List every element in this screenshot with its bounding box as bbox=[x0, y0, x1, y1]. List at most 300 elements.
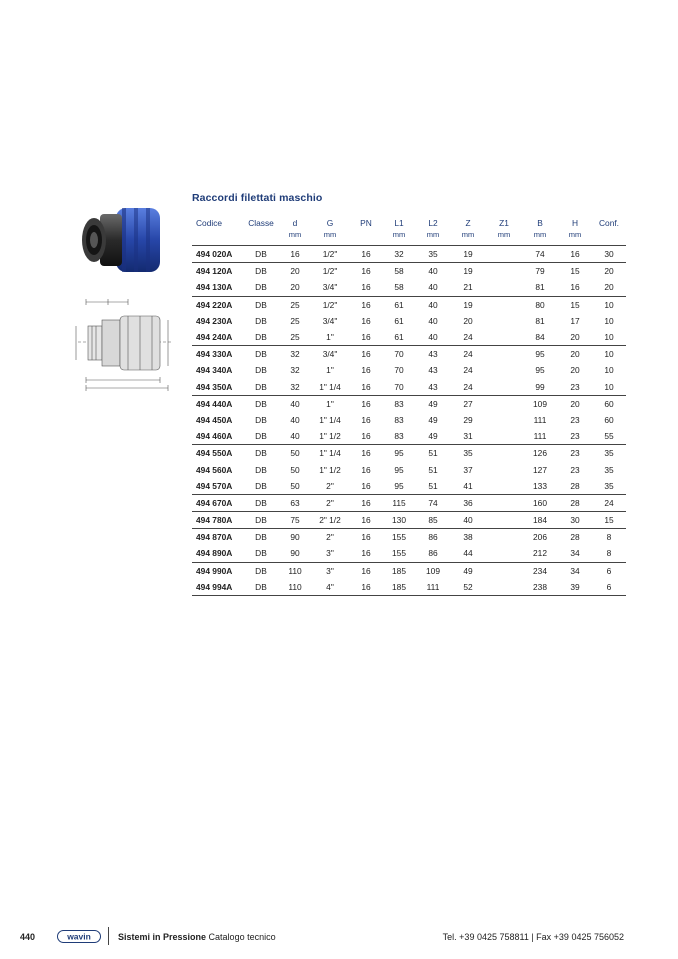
table-cell: DB bbox=[242, 478, 280, 495]
table-cell: 70 bbox=[394, 365, 404, 376]
fitting-section-drawing-icon bbox=[68, 296, 183, 394]
table-cell: DB bbox=[242, 494, 280, 511]
table-cell: DB bbox=[255, 299, 267, 310]
table-row bbox=[192, 362, 626, 378]
table-cell: 40 bbox=[428, 299, 438, 310]
table-cell: 61 bbox=[394, 315, 404, 326]
table-cell: 1/2" bbox=[322, 299, 338, 310]
table-cell: DB bbox=[242, 379, 280, 396]
column-header bbox=[558, 218, 592, 246]
table-cell: 20 bbox=[604, 266, 614, 277]
table-cell: 81 bbox=[535, 315, 545, 326]
table-cell: 111 bbox=[522, 428, 558, 445]
column-header bbox=[310, 218, 350, 246]
table-cell: 16 bbox=[350, 428, 382, 445]
table-cell: 27 bbox=[463, 398, 473, 409]
table-cell: 126 bbox=[533, 448, 547, 459]
table-cell: 16 bbox=[361, 315, 371, 326]
table-cell: 58 bbox=[394, 266, 404, 277]
table-cell: 85 bbox=[416, 512, 450, 529]
table-cell: 16 bbox=[361, 464, 371, 475]
table-cell: 20 bbox=[290, 266, 300, 277]
product-code-cell: 494 240A bbox=[192, 329, 242, 346]
table-cell: 111 bbox=[533, 414, 547, 425]
section-title: Raccordi filettati maschio bbox=[192, 192, 323, 204]
table-cell: 38 bbox=[463, 532, 473, 543]
column-label: d bbox=[292, 218, 298, 228]
table-cell: 23 bbox=[558, 428, 592, 445]
table-cell: 16 bbox=[361, 398, 371, 409]
table-cell: 16 bbox=[361, 565, 371, 576]
table-cell: 32 bbox=[382, 246, 416, 263]
table-cell bbox=[486, 296, 522, 313]
table-cell: 16 bbox=[350, 379, 382, 396]
table-cell: 41 bbox=[450, 478, 486, 495]
table-cell: 1" 1/4 bbox=[319, 414, 341, 425]
table-cell: DB bbox=[255, 315, 267, 326]
column-unit: mm bbox=[461, 230, 475, 239]
table-cell: 16 bbox=[361, 365, 371, 376]
table-cell: DB bbox=[255, 464, 267, 475]
table-cell bbox=[486, 246, 522, 263]
table-cell: 28 bbox=[570, 532, 580, 543]
table-cell: 1" 1/4 bbox=[319, 448, 341, 459]
column-header bbox=[592, 218, 626, 246]
table-cell: 28 bbox=[558, 478, 592, 495]
table-cell: 10 bbox=[592, 329, 626, 346]
table-cell: DB bbox=[242, 579, 280, 596]
table-cell: 15 bbox=[592, 512, 626, 529]
column-header bbox=[416, 218, 450, 246]
table-cell: 35 bbox=[463, 448, 473, 459]
table-row bbox=[192, 562, 626, 579]
table-row bbox=[192, 279, 626, 296]
table-cell: 110 bbox=[280, 579, 310, 596]
table-cell: 10 bbox=[604, 299, 614, 310]
column-header bbox=[382, 218, 416, 246]
table-cell: 35 bbox=[416, 246, 450, 263]
table-cell: 3" bbox=[326, 565, 334, 576]
column-label: G bbox=[326, 218, 334, 228]
table-row bbox=[192, 329, 626, 346]
table-row bbox=[192, 545, 626, 562]
table-cell: 60 bbox=[604, 414, 614, 425]
table-cell: 75 bbox=[280, 512, 310, 529]
table-cell: 185 bbox=[382, 579, 416, 596]
table-cell: DB bbox=[242, 512, 280, 529]
table-cell: 111 bbox=[416, 579, 450, 596]
table-cell bbox=[486, 346, 522, 363]
table-cell: 2" 1/2 bbox=[310, 512, 350, 529]
product-code-cell: 494 350A bbox=[192, 379, 242, 396]
table-cell: 40 bbox=[428, 315, 438, 326]
table-cell: 35 bbox=[604, 448, 614, 459]
column-header bbox=[192, 218, 242, 246]
table-cell: DB bbox=[242, 545, 280, 562]
table-cell: 24 bbox=[450, 329, 486, 346]
product-code-cell: 494 994A bbox=[192, 579, 242, 596]
table-cell: 50 bbox=[290, 448, 300, 459]
table-cell: 79 bbox=[535, 266, 545, 277]
table-cell: 51 bbox=[428, 464, 438, 475]
product-code-cell: 494 780A bbox=[192, 512, 242, 529]
table-cell: 39 bbox=[558, 579, 592, 596]
table-cell: DB bbox=[255, 398, 267, 409]
column-label: Classe bbox=[248, 218, 274, 228]
table-cell: 133 bbox=[522, 478, 558, 495]
table-cell: 10 bbox=[604, 315, 614, 326]
table-cell: 1" bbox=[326, 398, 334, 409]
table-cell: 1/2" bbox=[310, 246, 350, 263]
table-cell: 36 bbox=[450, 494, 486, 511]
table-cell: DB bbox=[242, 329, 280, 346]
table-cell: 109 bbox=[426, 565, 440, 576]
table-cell: 10 bbox=[592, 379, 626, 396]
table-cell: 16 bbox=[361, 532, 371, 543]
table-cell: 16 bbox=[350, 545, 382, 562]
table-cell: 29 bbox=[463, 414, 473, 425]
table-cell: DB bbox=[255, 565, 267, 576]
table-cell: 1" 1/4 bbox=[310, 379, 350, 396]
column-unit: mm bbox=[323, 230, 337, 239]
table-row bbox=[192, 412, 626, 428]
table-cell bbox=[486, 313, 522, 329]
column-unit: mm bbox=[497, 230, 511, 239]
table-cell: 51 bbox=[428, 448, 438, 459]
table-cell: 95 bbox=[382, 478, 416, 495]
table-cell: 28 bbox=[558, 494, 592, 511]
table-cell: 40 bbox=[290, 398, 300, 409]
table-cell: 185 bbox=[392, 565, 406, 576]
table-row bbox=[192, 346, 626, 363]
table-cell: 127 bbox=[533, 464, 547, 475]
table-cell: 84 bbox=[522, 329, 558, 346]
table-cell: 32 bbox=[290, 365, 300, 376]
table-row bbox=[192, 512, 626, 529]
table-cell: 25 bbox=[290, 315, 300, 326]
table-cell: 43 bbox=[416, 379, 450, 396]
table-cell: 40 bbox=[280, 428, 310, 445]
table-cell: 16 bbox=[361, 414, 371, 425]
table-cell: 20 bbox=[570, 365, 580, 376]
table-cell: 3/4" bbox=[322, 349, 338, 360]
table-cell: 44 bbox=[450, 545, 486, 562]
table-cell: 20 bbox=[558, 329, 592, 346]
table-cell: 40 bbox=[416, 329, 450, 346]
table-row bbox=[192, 445, 626, 462]
column-unit: mm bbox=[288, 230, 302, 239]
catalog-title bbox=[118, 932, 276, 942]
table-row bbox=[192, 494, 626, 511]
footer-divider bbox=[108, 927, 109, 945]
column-header bbox=[450, 218, 486, 246]
table-row bbox=[192, 478, 626, 495]
table-cell: 50 bbox=[280, 478, 310, 495]
column-label: Codice bbox=[196, 218, 223, 228]
table-cell: 20 bbox=[570, 398, 580, 409]
table-cell: DB bbox=[255, 448, 267, 459]
table-cell: 99 bbox=[522, 379, 558, 396]
table-cell: 212 bbox=[522, 545, 558, 562]
table-cell: 1" 1/2 bbox=[319, 464, 341, 475]
column-header bbox=[486, 218, 522, 246]
table-cell: 3/4" bbox=[310, 279, 350, 296]
catalog-title-bold: Sistemi in Pressione bbox=[118, 932, 207, 942]
table-cell: 23 bbox=[570, 464, 580, 475]
table-cell: DB bbox=[242, 428, 280, 445]
table-cell bbox=[486, 379, 522, 396]
product-code-cell: 494 330A bbox=[196, 349, 233, 360]
table-cell bbox=[486, 395, 522, 412]
column-label: PN bbox=[360, 218, 372, 228]
table-cell: 34 bbox=[570, 565, 580, 576]
table-cell: 15 bbox=[570, 266, 580, 277]
table-cell: 90 bbox=[280, 545, 310, 562]
table-cell: 6 bbox=[592, 579, 626, 596]
column-header bbox=[350, 218, 382, 246]
table-cell: 3/4" bbox=[322, 315, 338, 326]
table-cell: 16 bbox=[350, 329, 382, 346]
wavin-logo-icon bbox=[57, 930, 101, 943]
table-cell: DB bbox=[255, 532, 267, 543]
table-cell: 16 bbox=[350, 579, 382, 596]
table-cell bbox=[486, 263, 522, 280]
table-cell: 74 bbox=[416, 494, 450, 511]
table-cell: 80 bbox=[535, 299, 545, 310]
table-cell: 20 bbox=[463, 315, 473, 326]
table-cell bbox=[486, 494, 522, 511]
table-cell: 10 bbox=[604, 365, 614, 376]
table-cell: 70 bbox=[382, 379, 416, 396]
svg-text:wavin: wavin bbox=[67, 931, 91, 942]
table-cell bbox=[486, 562, 522, 579]
column-header bbox=[242, 218, 280, 246]
table-cell: 10 bbox=[604, 349, 614, 360]
table-cell: 1" bbox=[310, 329, 350, 346]
table-cell: 90 bbox=[290, 532, 300, 543]
column-label: L2 bbox=[428, 218, 438, 228]
table-cell: 4" bbox=[310, 579, 350, 596]
table-cell bbox=[486, 445, 522, 462]
product-code-cell: 494 340A bbox=[196, 365, 233, 376]
table-cell bbox=[486, 279, 522, 296]
table-cell: 58 bbox=[382, 279, 416, 296]
table-cell: 40 bbox=[428, 266, 438, 277]
table-cell: 238 bbox=[522, 579, 558, 596]
table-cell: 155 bbox=[392, 532, 406, 543]
product-code-cell: 494 670A bbox=[192, 494, 242, 511]
table-cell: 16 bbox=[558, 246, 592, 263]
table-row bbox=[192, 428, 626, 445]
table-cell bbox=[486, 512, 522, 529]
table-cell: 25 bbox=[280, 329, 310, 346]
column-label: Z bbox=[465, 218, 471, 228]
table-cell: DB bbox=[242, 279, 280, 296]
product-code-cell: 494 230A bbox=[196, 315, 233, 326]
table-cell: 130 bbox=[382, 512, 416, 529]
product-code-cell: 494 550A bbox=[196, 448, 233, 459]
table-cell: 40 bbox=[450, 512, 486, 529]
product-code-cell: 494 870A bbox=[196, 532, 233, 543]
table-cell: 110 bbox=[288, 565, 302, 576]
table-cell bbox=[486, 428, 522, 445]
table-cell: 1" 1/2 bbox=[310, 428, 350, 445]
table-cell: 19 bbox=[450, 246, 486, 263]
table-cell bbox=[486, 478, 522, 495]
column-unit: mm bbox=[533, 230, 547, 239]
table-cell: DB bbox=[255, 266, 267, 277]
table-cell: 184 bbox=[522, 512, 558, 529]
table-cell bbox=[486, 461, 522, 477]
table-cell: 19 bbox=[463, 266, 473, 277]
table-cell: 8 bbox=[592, 545, 626, 562]
table-cell: DB bbox=[242, 246, 280, 263]
product-code-cell: 494 990A bbox=[196, 565, 233, 576]
product-code-cell: 494 130A bbox=[192, 279, 242, 296]
product-code-cell: 494 120A bbox=[196, 266, 233, 277]
table-cell: 50 bbox=[290, 464, 300, 475]
table-cell: 16 bbox=[350, 512, 382, 529]
table-row bbox=[192, 461, 626, 477]
table-cell: 35 bbox=[604, 464, 614, 475]
table-cell: 86 bbox=[428, 532, 438, 543]
table-cell: 16 bbox=[361, 299, 371, 310]
table-cell: 49 bbox=[428, 414, 438, 425]
table-cell: DB bbox=[255, 414, 267, 425]
table-cell: 51 bbox=[416, 478, 450, 495]
product-code-cell: 494 450A bbox=[196, 414, 233, 425]
table-cell bbox=[486, 412, 522, 428]
table-cell: 24 bbox=[463, 365, 473, 376]
table-cell: 206 bbox=[533, 532, 547, 543]
table-cell: 23 bbox=[570, 448, 580, 459]
table-cell: 16 bbox=[361, 448, 371, 459]
table-cell: 83 bbox=[382, 428, 416, 445]
table-cell: 25 bbox=[290, 299, 300, 310]
table-cell: 61 bbox=[382, 329, 416, 346]
product-code-cell: 494 890A bbox=[192, 545, 242, 562]
table-cell bbox=[486, 529, 522, 546]
table-cell: 30 bbox=[592, 246, 626, 263]
table-cell: 49 bbox=[428, 398, 438, 409]
column-label: Conf. bbox=[598, 218, 620, 228]
table-cell: 74 bbox=[522, 246, 558, 263]
table-cell: 60 bbox=[604, 398, 614, 409]
page-footer bbox=[0, 930, 678, 946]
table-row bbox=[192, 246, 626, 263]
table-cell: 16 bbox=[350, 246, 382, 263]
table-cell: 43 bbox=[428, 365, 438, 376]
table-cell: 17 bbox=[570, 315, 580, 326]
table-cell: 16 bbox=[350, 478, 382, 495]
product-code-cell: 494 220A bbox=[196, 299, 233, 310]
product-code-cell: 494 560A bbox=[196, 464, 233, 475]
table-cell: 2" bbox=[310, 478, 350, 495]
table-cell: DB bbox=[255, 365, 267, 376]
table-cell: 32 bbox=[280, 379, 310, 396]
table-cell: 115 bbox=[382, 494, 416, 511]
table-cell: 95 bbox=[535, 365, 545, 376]
table-cell: 35 bbox=[592, 478, 626, 495]
table-cell: 16 bbox=[558, 279, 592, 296]
table-cell: 95 bbox=[535, 349, 545, 360]
table-cell: 24 bbox=[592, 494, 626, 511]
table-cell: 83 bbox=[394, 414, 404, 425]
column-header bbox=[280, 218, 310, 246]
table-cell: 24 bbox=[463, 349, 473, 360]
column-label: Z1 bbox=[499, 218, 509, 228]
table-row bbox=[192, 529, 626, 546]
table-cell: 16 bbox=[350, 279, 382, 296]
table-row bbox=[192, 579, 626, 596]
table-cell: 30 bbox=[558, 512, 592, 529]
catalog-title-rest: Catalogo tecnico bbox=[206, 932, 276, 942]
table-cell: 23 bbox=[570, 414, 580, 425]
table-cell: 63 bbox=[280, 494, 310, 511]
table-cell: 1" bbox=[326, 365, 334, 376]
table-cell: 61 bbox=[394, 299, 404, 310]
table-cell: 16 bbox=[350, 494, 382, 511]
table-cell: 49 bbox=[416, 428, 450, 445]
table-cell: 83 bbox=[394, 398, 404, 409]
table-cell: 81 bbox=[522, 279, 558, 296]
table-cell: 43 bbox=[428, 349, 438, 360]
product-specs-table bbox=[192, 218, 626, 596]
table-cell bbox=[486, 545, 522, 562]
table-cell: 70 bbox=[394, 349, 404, 360]
column-label: H bbox=[571, 218, 579, 228]
table-cell: DB bbox=[255, 349, 267, 360]
table-cell: 19 bbox=[463, 299, 473, 310]
table-header-row bbox=[192, 218, 626, 246]
product-code-cell: 494 440A bbox=[196, 398, 233, 409]
table-cell: 24 bbox=[450, 379, 486, 396]
page-number: 440 bbox=[20, 932, 36, 942]
table-cell: 40 bbox=[416, 279, 450, 296]
table-cell: 95 bbox=[394, 448, 404, 459]
table-cell: 23 bbox=[558, 379, 592, 396]
table-row bbox=[192, 263, 626, 280]
table-row bbox=[192, 313, 626, 329]
table-cell: 1/2" bbox=[322, 266, 338, 277]
table-cell: 32 bbox=[290, 349, 300, 360]
column-unit: mm bbox=[426, 230, 440, 239]
table-cell: 155 bbox=[382, 545, 416, 562]
table-cell: 234 bbox=[533, 565, 547, 576]
table-row bbox=[192, 379, 626, 396]
table-cell: 6 bbox=[606, 565, 612, 576]
table-cell: 95 bbox=[394, 464, 404, 475]
table-cell: 55 bbox=[592, 428, 626, 445]
table-cell bbox=[486, 579, 522, 596]
product-code-cell: 494 460A bbox=[192, 428, 242, 445]
table-cell: 52 bbox=[450, 579, 486, 596]
table-cell: 20 bbox=[592, 279, 626, 296]
table-cell: 2" bbox=[310, 494, 350, 511]
table-cell: 20 bbox=[280, 279, 310, 296]
table-cell: 16 bbox=[361, 349, 371, 360]
table-cell: 40 bbox=[290, 414, 300, 425]
table-row bbox=[192, 395, 626, 412]
column-label: B bbox=[537, 218, 543, 228]
contact-info: Tel. +39 0425 758811 | Fax +39 0425 756052 bbox=[442, 932, 624, 942]
table-cell: 2" bbox=[326, 532, 334, 543]
table-cell: 49 bbox=[463, 565, 473, 576]
column-unit: mm bbox=[392, 230, 406, 239]
table-cell: 3" bbox=[310, 545, 350, 562]
product-code-cell: 494 570A bbox=[192, 478, 242, 495]
column-header bbox=[522, 218, 558, 246]
